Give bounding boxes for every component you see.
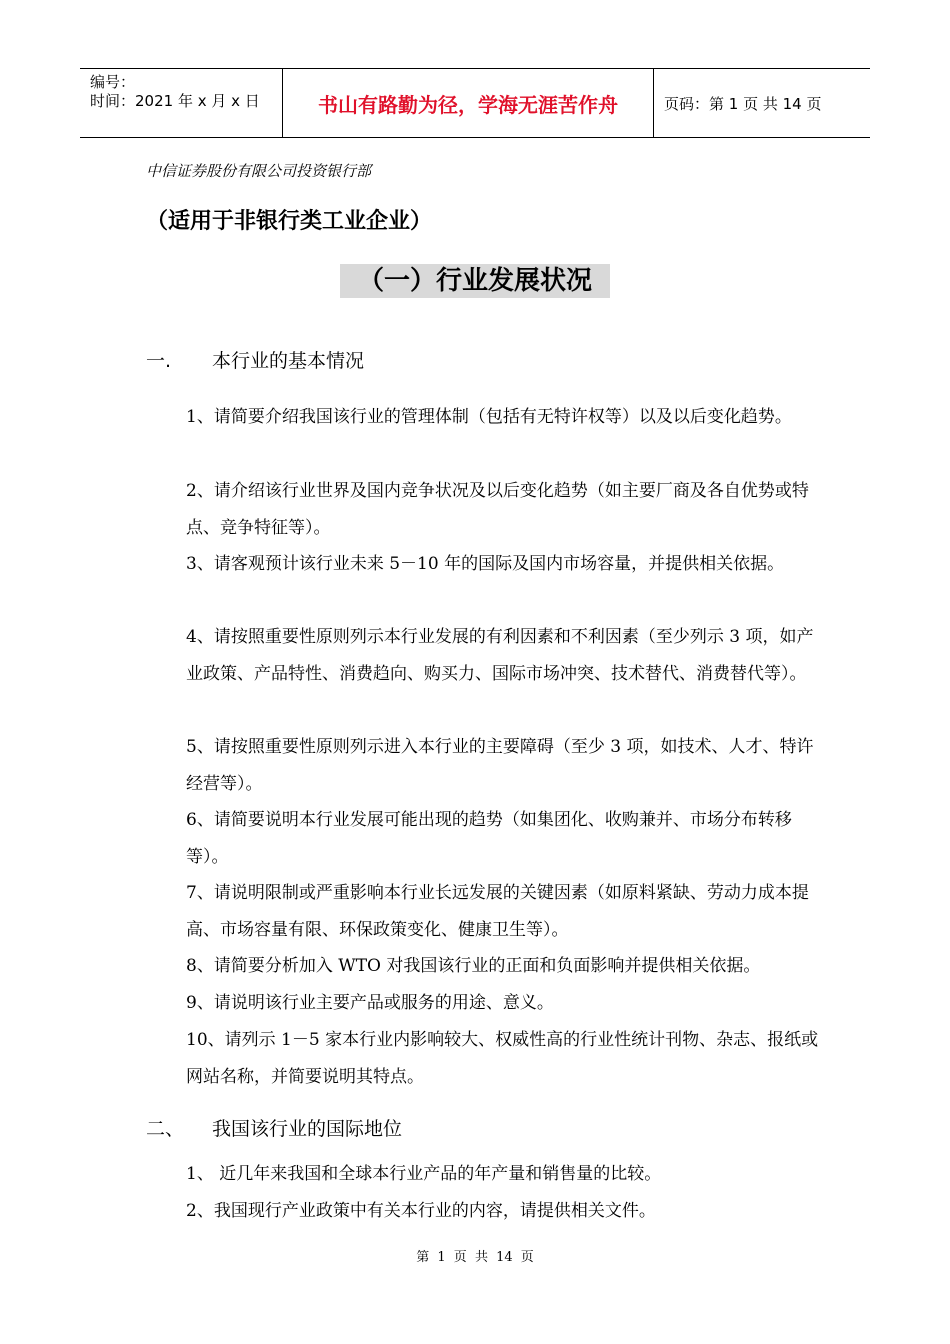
- list-item: 8、请简要分析加入 WTO 对我国该行业的正面和负面影响并提供相关依据。: [186, 956, 761, 976]
- section-text: 本行业的基本情况: [212, 350, 365, 372]
- page-footer: [0, 1246, 950, 1265]
- section-number: 二、: [146, 1118, 185, 1140]
- date-label: 时间：2021 年 x 月 x 日: [90, 92, 260, 110]
- organization-name: 中信证券股份有限公司投资银行部: [146, 162, 372, 180]
- list-item: 2、我国现行产业政策中有关本行业的内容，请提供相关文件。: [186, 1201, 656, 1221]
- number-label: 编号：: [90, 73, 136, 91]
- section-number: 一.: [146, 350, 172, 372]
- section-title: （一）行业发展状况: [340, 264, 610, 298]
- footer-text: 页: [520, 1250, 534, 1265]
- footer-page-number: 1: [437, 1250, 446, 1265]
- header-meta: [80, 69, 282, 137]
- footer-text: 页: [453, 1250, 467, 1265]
- footer-total-pages: 14: [496, 1250, 513, 1265]
- list-item: 7、请说明限制或严重影响本行业长远发展的关键因素（如原料紧缺、劳动力成本提高、市场容量有限、环保政策变化、健康卫生等）。: [186, 883, 809, 940]
- list-item: 1、 近几年来我国和全球本行业产品的年产量和销售量的比较。: [186, 1164, 662, 1184]
- list-item: 9、请说明该行业主要产品或服务的用途、意义。: [186, 993, 554, 1013]
- document-subtitle: （适用于非银行类工业企业）: [146, 209, 433, 234]
- section-heading-1: [146, 346, 364, 373]
- section-heading-2: [146, 1114, 402, 1141]
- list-item: 4、请按照重要性原则列示本行业发展的有利因素和不利因素（至少列示 3 项，如产业政策、产品特性、消费趋向、购买力、国际市场冲突、技术替代、消费替代等）。: [186, 627, 814, 684]
- list-item: 6、请简要说明本行业发展可能出现的趋势（如集团化、收购兼并、市场分布转移等）。: [186, 810, 792, 867]
- footer-text: 共: [474, 1250, 488, 1265]
- list-item: 2、请介绍该行业世界及国内竞争状况及以后变化趋势（如主要厂商及各自优势或特点、竞争特征等）。: [186, 481, 809, 538]
- footer-text: 第: [416, 1250, 430, 1265]
- header-page-label: 页码：第 1 页 共 14 页: [664, 94, 822, 113]
- list-item: 5、请按照重要性原则列示进入本行业的主要障碍（至少 3 项，如技术、人才、特许经营等）。: [186, 737, 814, 794]
- list-item: 3、请客观预计该行业未来 5－10 年的国际及国内市场容量，并提供相关依据。: [186, 554, 785, 574]
- list-item: 1、请简要介绍我国该行业的管理体制（包括有无特许权等）以及以后变化趋势。: [186, 407, 792, 427]
- section-text: 我国该行业的国际地位: [212, 1118, 403, 1140]
- header-motto: 书山有路勤为径，学海无涯苦作舟: [282, 69, 654, 137]
- list-item: 10、请列示 1－5 家本行业内影响较大、权威性高的行业性统计刊物、杂志、报纸或网站名称，并简要说明其特点。: [186, 1030, 819, 1087]
- page-header: [80, 68, 870, 138]
